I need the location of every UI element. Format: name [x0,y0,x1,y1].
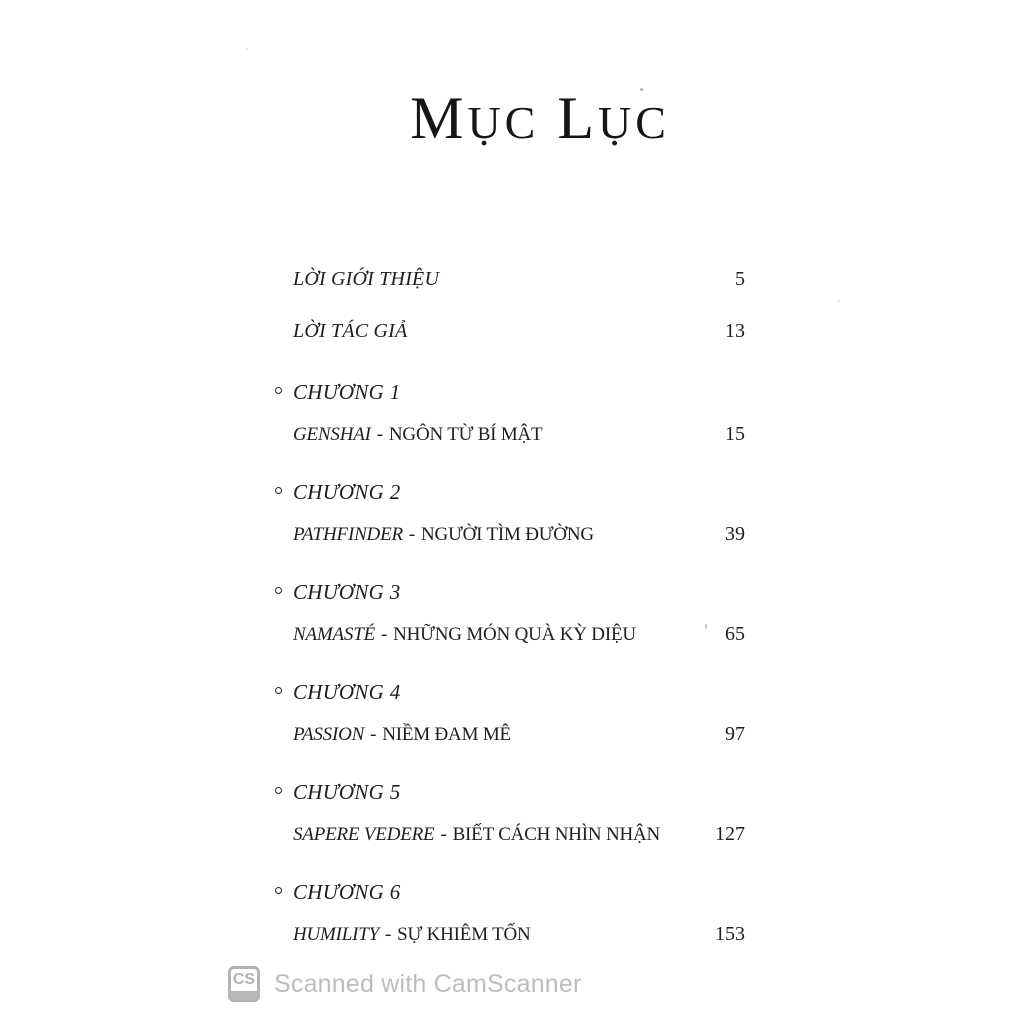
chapter-subtitle: NIỀM ĐAM MÊ [382,724,511,745]
dash-separator: - [376,424,383,445]
page-number: 5 [735,268,745,290]
page-title: MỤC LỤC [410,85,670,151]
camscanner-icon-label: CS [232,971,256,988]
chapter-entry [293,380,745,446]
chapter-term: PATHFINDER [293,524,403,545]
chapter-title [293,924,531,946]
toc-entry [293,320,745,343]
chapter-label [293,780,745,805]
dash-separator: - [385,924,392,945]
dash-separator: - [381,624,388,645]
chapter-term: GENSHAI [293,424,371,445]
dash-separator: - [440,824,447,845]
chapter-number-label: CHƯƠNG 3 [293,580,401,604]
circle-bullet-icon [275,487,282,494]
table-of-contents [293,268,745,980]
page-number: 13 [725,320,745,342]
chapter-subtitle: NGƯỜI TÌM ĐƯỜNG [421,524,594,545]
chapter-number-label: CHƯƠNG 5 [293,780,401,804]
chapter-title [293,524,594,546]
front-matter-section [293,268,745,343]
chapter-title-row [293,623,745,646]
page-number: 39 [725,523,745,545]
page-number: 127 [715,823,745,845]
chapter-entry [293,680,745,746]
toc-entry [293,268,745,291]
watermark-text: Scanned with CamScanner [274,969,582,998]
chapter-entry [293,580,745,646]
chapter-number-label: CHƯƠNG 6 [293,880,401,904]
camscanner-watermark [228,966,582,1002]
chapter-label [293,680,745,705]
dash-separator: - [408,524,416,545]
chapter-term: PASSION [293,724,365,745]
page-number: 65 [725,623,745,645]
chapter-number-label: CHƯƠNG 2 [293,480,401,504]
camscanner-icon-bar [230,991,258,1000]
chapter-entry [293,880,745,946]
chapter-title [293,824,660,846]
chapter-label [293,380,745,405]
chapter-title-row [293,723,745,746]
chapter-term: HUMILITY [293,924,380,945]
entry-label: LỜI GIỚI THIỆU [293,268,440,290]
chapter-label [293,580,745,605]
chapter-title [293,424,542,446]
chapter-entry [293,780,745,846]
chapter-title [293,624,636,646]
circle-bullet-icon [275,387,282,394]
camscanner-icon [228,966,260,1002]
scan-speckle [246,48,248,50]
chapters-section [293,380,745,946]
dash-separator: - [370,724,377,745]
chapter-subtitle: BIẾT CÁCH NHÌN NHẬN [452,824,661,845]
chapter-title [293,724,511,746]
chapter-term: SAPERE VEDERE [293,824,435,845]
chapter-number-label: CHƯƠNG 4 [293,680,401,704]
scan-speckle [640,88,643,91]
scan-speckle [838,300,840,302]
chapter-title-row [293,923,745,946]
circle-bullet-icon [275,887,282,894]
chapter-title-row [293,423,745,446]
chapter-term: NAMASTÉ [293,624,375,645]
page-number: 97 [725,723,745,745]
chapter-title-row [293,523,745,546]
chapter-subtitle: SỰ KHIÊM TỐN [397,924,531,945]
page-number: 153 [715,923,745,945]
page-number: 15 [725,423,745,445]
circle-bullet-icon [275,587,282,594]
circle-bullet-icon [275,787,282,794]
chapter-entry [293,480,745,546]
chapter-label [293,480,745,505]
scan-speckle [705,624,707,629]
chapter-subtitle: NHỮNG MÓN QUÀ KỲ DIỆU [393,624,636,645]
entry-label: LỜI TÁC GIẢ [293,320,408,342]
chapter-subtitle: NGÔN TỪ BÍ MẬT [388,424,543,445]
chapter-label [293,880,745,905]
circle-bullet-icon [275,687,282,694]
chapter-title-row [293,823,745,846]
chapter-number-label: CHƯƠNG 1 [293,380,401,404]
